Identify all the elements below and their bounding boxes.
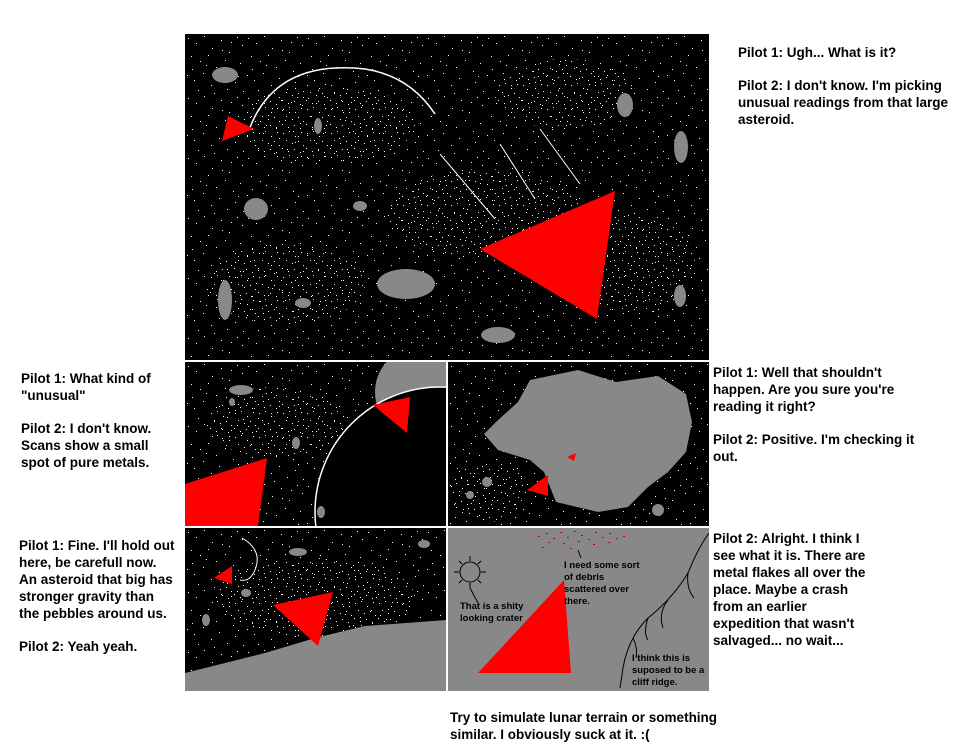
dialogue-line: Pilot 1: Fine. I'll hold out here, be carefull now. An asteroid that big has stronger gravity than the pebbles around us. bbox=[19, 538, 175, 621]
note-crater bbox=[460, 601, 526, 624]
panel-4-surface-approach bbox=[185, 528, 446, 691]
dialogue-line: Pilot 1: Well that shouldn't happen. Are you sure you're reading it right? bbox=[713, 365, 895, 414]
panel-3-asteroid-closeup bbox=[448, 362, 709, 526]
dialogue-line: Pilot 1: What kind of "unusual" bbox=[21, 371, 151, 403]
dialogue-panel-2 bbox=[21, 370, 181, 471]
note-crater-line: That is a shity bbox=[460, 601, 524, 612]
dialogue-panel-3 bbox=[713, 364, 958, 465]
panel-1-space-scene bbox=[185, 34, 709, 360]
footer-caption: Try to simulate lunar terrain or something similar. I obviously suck at it. :( bbox=[450, 710, 718, 742]
note-debris-line: of debris bbox=[564, 572, 605, 583]
note-ridge-line: cliff ridge. bbox=[632, 677, 678, 688]
note-ridge-line: suposed to be a bbox=[632, 665, 705, 676]
dialogue-line: Pilot 2: Positive. I'm checking it out. bbox=[713, 432, 915, 464]
panel-2-asteroid-approach bbox=[185, 362, 446, 526]
dialogue-line: Pilot 2: I don't know. I'm picking unusual readings from that large asteroid. bbox=[738, 78, 949, 127]
dialogue-panel-1 bbox=[738, 44, 958, 128]
dialogue-panel-5 bbox=[713, 530, 958, 649]
note-debris-line: there. bbox=[564, 596, 590, 607]
panel-5-surface-view bbox=[448, 528, 709, 691]
panel-5-art bbox=[448, 528, 709, 691]
note-debris-line: scattered over bbox=[564, 584, 629, 595]
dialogue-line: Pilot 2: I don't know. Scans show a small spot of pure metals. bbox=[21, 421, 152, 470]
panel-3-art bbox=[448, 362, 709, 526]
panel-4-art bbox=[185, 528, 446, 691]
note-crater-line: looking crater bbox=[460, 613, 523, 624]
note-ridge-line: I think this is bbox=[632, 653, 691, 664]
panel-1-art bbox=[185, 34, 709, 360]
dialogue-line: Pilot 1: Ugh... What is it? bbox=[738, 45, 897, 60]
dialogue-panel-4 bbox=[19, 537, 184, 655]
dialogue-line: Pilot 2: Alright. I think I see what it is. There are metal flakes all over the place. Maybe a crash from an earlier expedition that wasn't salvaged... no wait... bbox=[713, 531, 866, 648]
panel-2-art bbox=[185, 362, 446, 526]
dialogue-line: Pilot 2: Yeah yeah. bbox=[19, 639, 138, 654]
note-debris-line: I need some sort bbox=[564, 560, 640, 571]
